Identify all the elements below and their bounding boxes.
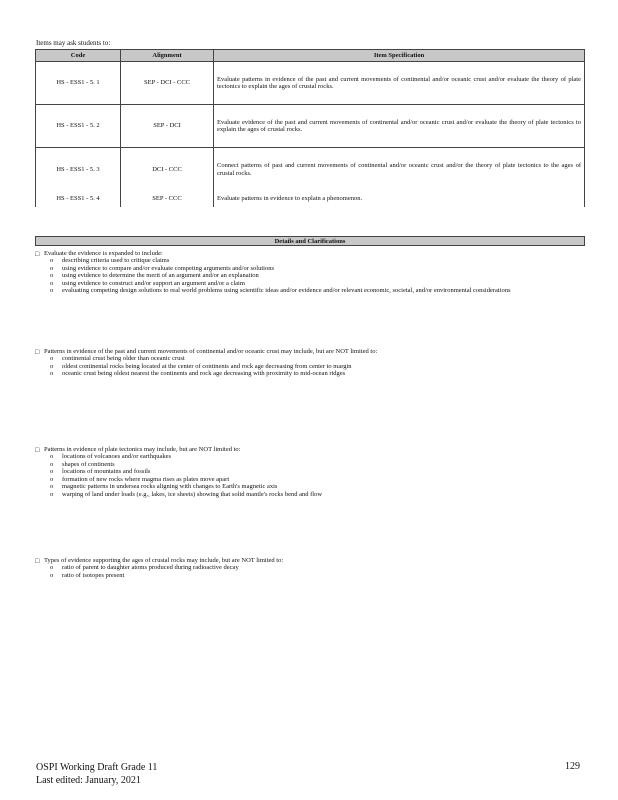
table-row <box>36 62 585 105</box>
cell-alignment: SEP - DCI - CCC <box>121 62 214 105</box>
list-item: o locations of volcanoes and/or earthquakes <box>62 453 584 460</box>
cell-code: HS - ESS1 - 5. 3 <box>36 148 121 192</box>
list-item: o ratio of parent to daughter atoms produced during radioactive decay <box>62 564 584 571</box>
table-row <box>36 148 585 192</box>
list-item: o evaluating competing design solutions to real world problems using scientific ideas and/or evidence and/or relevant economic, societal, and/or environmental considerations <box>62 287 584 294</box>
section-crust-patterns <box>35 348 584 378</box>
header-code: Code <box>36 50 121 62</box>
section-heading: Patterns in evidence of plate tectonics may include, but are NOT limited to: <box>44 446 241 453</box>
cell-alignment: DCI - CCC <box>121 148 214 192</box>
list-item: o describing criteria used to critique claims <box>62 257 584 264</box>
header-alignment: Alignment <box>121 50 214 62</box>
list-item: o warping of land under loads (e.g., lakes, ice sheets) showing that solid mantle's rocks bend and flow <box>62 491 584 498</box>
section-heading: Evaluate the evidence is expanded to include: <box>44 250 163 257</box>
cell-code: HS - ESS1 - 5. 4 <box>36 191 121 207</box>
page-number: 129 <box>565 761 580 772</box>
table-row <box>36 191 585 207</box>
cell-code: HS - ESS1 - 5. 1 <box>36 62 121 105</box>
list-item: o oldest continental rocks being located at the center of continents and rock age decreasing from center to margin <box>62 363 584 370</box>
section-list <box>44 453 584 498</box>
cell-alignment: SEP - CCC <box>121 191 214 207</box>
list-item: o using evidence to compare and/or evaluate competing arguments and/or solutions <box>62 265 584 272</box>
checkbox-bullet-icon: □ <box>35 557 40 565</box>
cell-spec: Evaluate patterns in evidence of the past and current movements of continental and/or oceanic crust and/or evaluate the theory of plate tectonics to explain the ages of crustal rocks. <box>214 62 585 105</box>
section-list <box>44 355 584 377</box>
section-list <box>44 257 584 294</box>
checkbox-bullet-icon: □ <box>35 348 40 356</box>
footer <box>36 761 157 787</box>
list-item: o shapes of continents <box>62 461 584 468</box>
intro-text: Items may ask students to: <box>36 39 111 47</box>
item-spec-table <box>35 49 585 207</box>
section-heading: Types of evidence supporting the ages of crustal rocks may include, but are NOT limited to: <box>44 557 284 564</box>
checkbox-bullet-icon: □ <box>35 446 40 454</box>
list-item: o ratio of isotopes present <box>62 572 584 579</box>
list-item: o using evidence to construct and/or support an argument and/or a claim <box>62 280 584 287</box>
section-rock-ages <box>35 557 584 579</box>
section-list <box>44 564 584 579</box>
table-row <box>36 105 585 148</box>
section-evaluate-evidence <box>35 250 584 295</box>
list-item: o magnetic patterns in undersea rocks aligning with changes to Earth's magnetic axis <box>62 483 584 490</box>
checkbox-bullet-icon: □ <box>35 250 40 258</box>
footer-last-edited: Last edited: January, 2021 <box>36 775 141 786</box>
section-heading: Patterns in evidence of the past and current movements of continental and/or oceanic crust may include, but are NOT limited to: <box>44 348 378 355</box>
section-plate-tectonics <box>35 446 584 498</box>
cell-alignment: SEP - DCI <box>121 105 214 148</box>
footer-draft-label: OSPI Working Draft Grade 11 <box>36 762 158 773</box>
cell-spec: Connect patterns of past and current movements of continental and/or oceanic crust and/or the theory of plate tectonics to the ages of crustal rocks. <box>214 148 585 192</box>
table-header-row <box>36 50 585 62</box>
details-header: Details and Clarifications <box>35 236 585 246</box>
list-item: o oceanic crust being oldest nearest the continents and rock age decreasing with proximity to mid-ocean ridges <box>62 370 584 377</box>
cell-spec: Evaluate patterns in evidence to explain a phenomenon. <box>214 191 585 207</box>
list-item: o locations of mountains and fossils <box>62 468 584 475</box>
list-item: o continental crust being older than oceanic crust <box>62 355 584 362</box>
list-item: o formation of new rocks where magma rises as plates move apart <box>62 476 584 483</box>
cell-spec: Evaluate evidence of the past and current movements of continental and/or oceanic crust and/or evaluate the theory of plate tectonics to explain the ages of crustal rocks. <box>214 105 585 148</box>
cell-code: HS - ESS1 - 5. 2 <box>36 105 121 148</box>
header-spec: Item Specification <box>214 50 585 62</box>
list-item: o using evidence to determine the merit of an argument and/or an explanation <box>62 272 584 279</box>
